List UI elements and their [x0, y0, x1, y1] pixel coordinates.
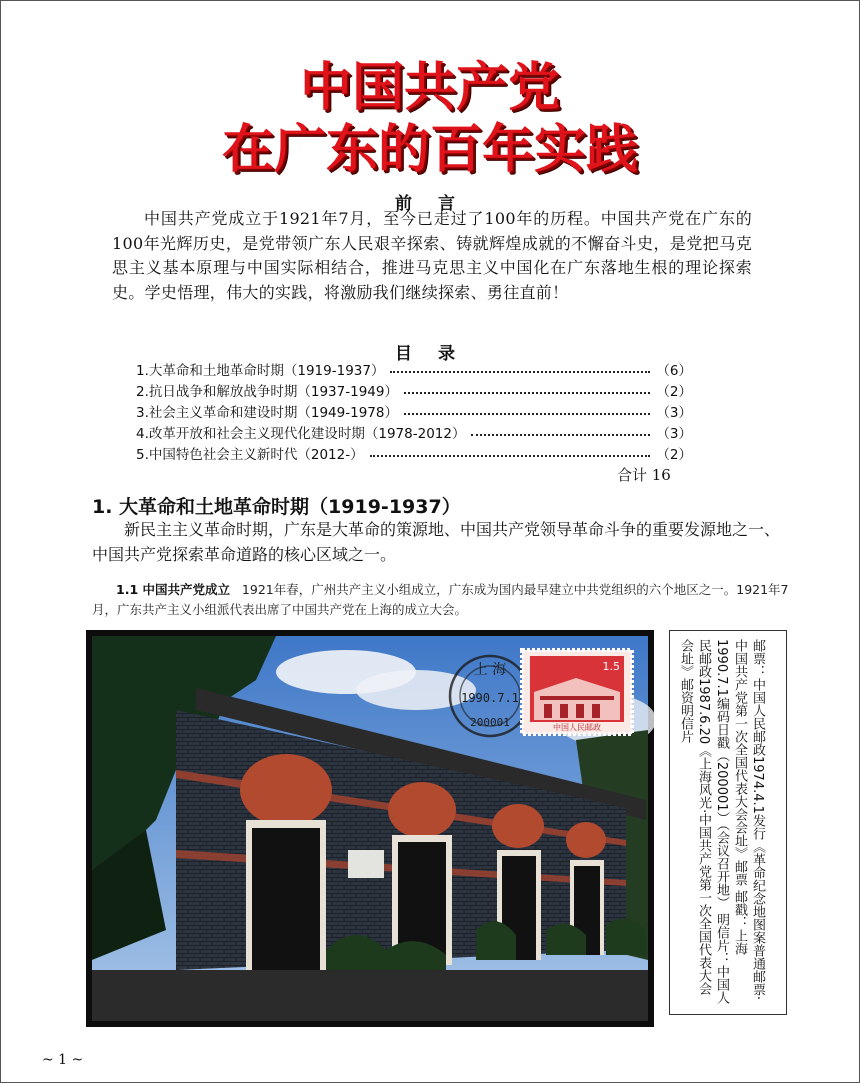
- stamp-denomination: 1.5: [602, 660, 620, 673]
- section-body: 新民主主义革命时期，广东是大革命的策源地、中国共产党领导革命斗争的重要发源地之一、中国共产党探索革命道路的核心区域之一。: [92, 520, 781, 564]
- toc-total: 合计 16: [617, 466, 671, 484]
- toc-entry-label: 3.社会主义革命和建设时期（1949-1978）: [136, 404, 398, 421]
- stamp-caption-box: [669, 630, 787, 1015]
- subsection-text: 1921年春，广州共产主义小组成立，广东成为国内最早建立中共党组织的六个地区之一。1921年7月，广东共产主义小组派代表出席了中国共产党在上海的成立大会。: [92, 582, 789, 617]
- toc-leader-dots: [370, 455, 651, 457]
- toc-entry-label: 2.抗日战争和解放战争时期（1937-1949）: [136, 383, 398, 400]
- postmark-code: 200001: [470, 716, 510, 729]
- toc-entry-page: （2）: [656, 383, 692, 400]
- toc-entry[interactable]: [136, 358, 692, 379]
- subsection-heading: 1.1 中国共产党成立: [116, 582, 230, 597]
- maximum-card-photo: [86, 630, 654, 1027]
- toc-entry[interactable]: [136, 379, 692, 400]
- page-number: ~ 1 ~: [42, 1052, 84, 1068]
- postage-stamp: [522, 650, 632, 734]
- table-of-contents: [136, 358, 692, 463]
- toc-entry-page: （6）: [656, 362, 692, 379]
- toc-entry-label: 5.中国特色社会主义新时代（2012-）: [136, 446, 364, 463]
- postmark-date: 1990.7.1: [461, 691, 519, 705]
- toc-heading: 目 录: [395, 344, 465, 364]
- toc-entry-page: （3）: [656, 404, 692, 421]
- toc-entry-page: （3）: [656, 425, 692, 442]
- document-title-line1: 中国共产党: [299, 58, 560, 118]
- section-heading: 1. 大革命和土地革命时期（1919-1937）: [92, 496, 461, 518]
- stamp-caption-text: 邮票：中国人民邮政1974.4.1发行《革命纪念地图案普通邮票·中国共产党第一次全国代表大会会址》邮票 邮戳：上海1990.7.1编码日戳（200001）（会议召开地） 明信片：中国人民邮政1987.6.20《上海风光·中国共产党第一次全国代表大会会址》邮资明信片: [678, 639, 765, 1005]
- toc-entry-label: 4.改革开放和社会主义现代化建设时期（1978-2012）: [136, 425, 466, 442]
- building-illustration: [86, 630, 654, 1027]
- preface-text: 中国共产党成立于1921年7月，至今已走过了100年的历程。中国共产党在广东的100年光辉历史，是党带领广东人民艰辛探索、铸就辉煌成就的不懈奋斗史，是党把马克思主义基本原理与中国实际相结合，推进马克思主义中国化在广东落地生根的理论探索史。学史悟理，伟大的实践，将激励我们继续探索、勇往直前！: [112, 209, 752, 302]
- stamp-country: 中国人民邮政: [553, 723, 601, 732]
- postmark: [450, 656, 530, 736]
- toc-entry[interactable]: [136, 442, 692, 463]
- toc-leader-dots: [471, 434, 650, 436]
- toc-entry-page: （2）: [656, 446, 692, 463]
- toc-entry[interactable]: [136, 421, 692, 442]
- postmark-city: 上 海: [473, 662, 507, 678]
- toc-leader-dots: [404, 413, 650, 415]
- subsection-paragraph: [92, 580, 797, 620]
- toc-leader-dots: [404, 392, 650, 394]
- toc-leader-dots: [390, 371, 650, 373]
- toc-entry[interactable]: [136, 400, 692, 421]
- toc-entry-label: 1.大革命和土地革命时期（1919-1937）: [136, 362, 385, 379]
- preface-heading: 前 言: [395, 194, 465, 214]
- document-title-line2: 在广东的百年实践: [221, 120, 638, 180]
